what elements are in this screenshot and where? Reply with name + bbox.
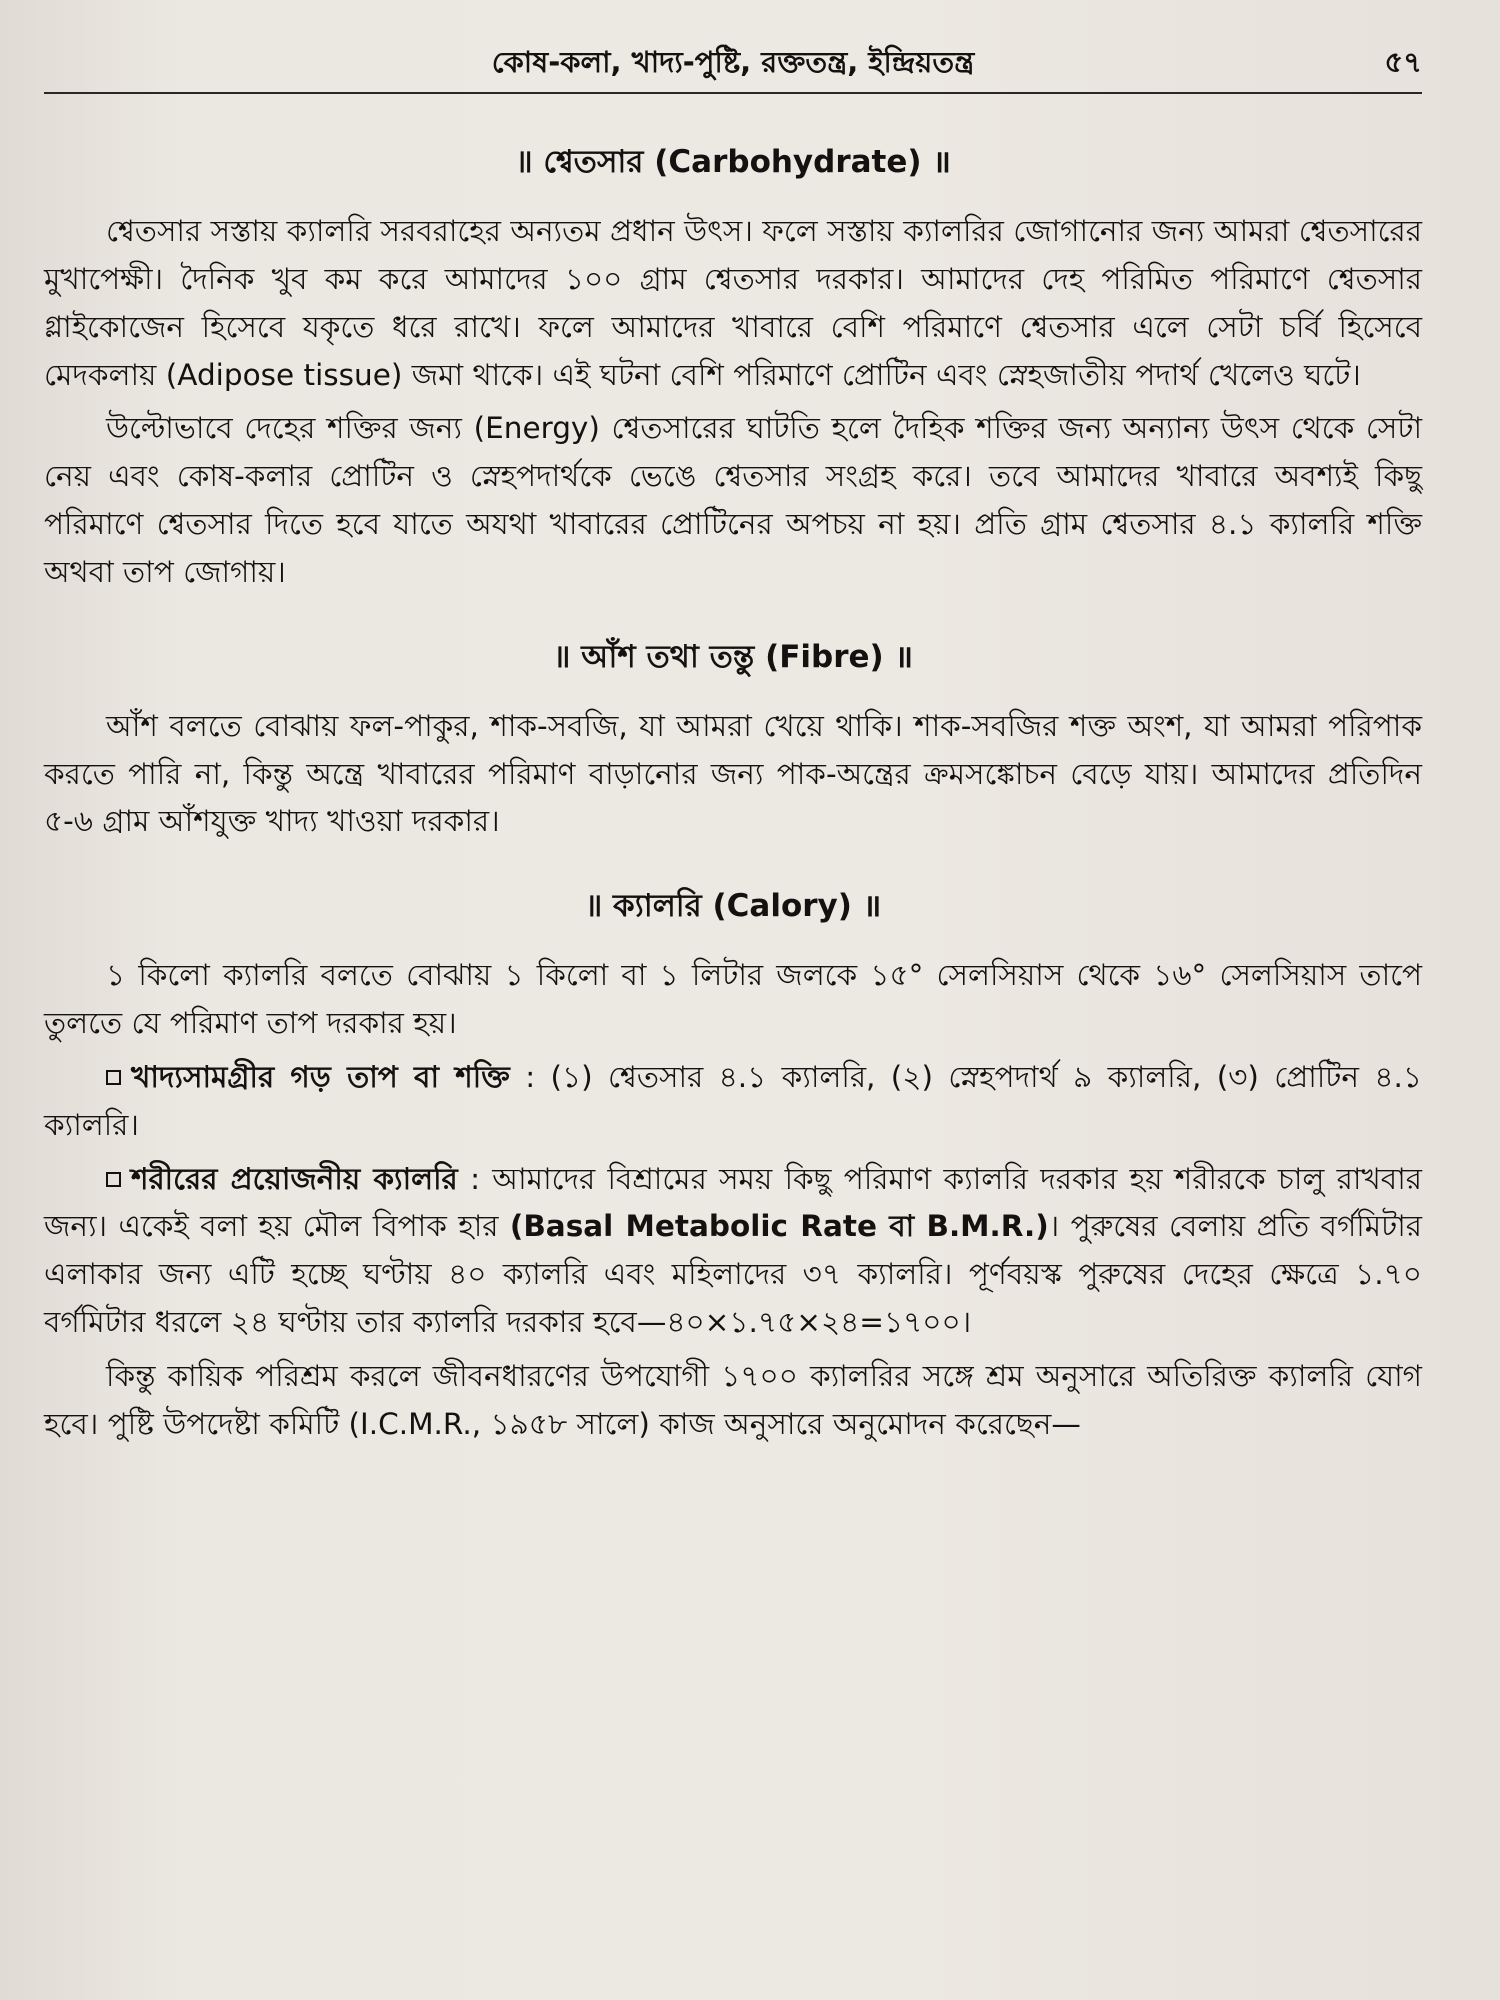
running-title: কোষ-কলা, খাদ্য-পুষ্টি, রক্ততন্ত্র, ইন্দ্রিয়তন্ত্র <box>491 45 975 79</box>
required-calory-label: শরীরের প্রয়োজনীয় ক্যালরি <box>131 1161 458 1196</box>
section-carbohydrate <box>44 142 1422 597</box>
section-calory <box>44 886 1422 1448</box>
required-calory-text: : আমাদের বিশ্রামের সময় কিছু পরিমাণ ক্যালরি দরকার হয় শরীরকে চালু রাখবার জন্য। একেই বলা হয় মৌল বিপাক হার <box>44 1161 1422 1244</box>
paragraph-fibre-1: আঁশ বলতে বোঝায় ফল-পাকুর, শাক-সবজি, যা আমরা খেয়ে থাকি। শাক-সবজির শক্ত অংশ, যা আমরা পরিপাক করতে পারি না, কিন্তু অন্ত্রে খাবারের পরিমাণ বাড়ানোর জন্য পাক-অন্ত্রের ক্রমসঙ্কোচন বেড়ে যায়। আমাদের প্রতিদিন ৫-৬ গ্রাম আঁশযুক্ত খাদ্য খাওয়া দরকার। <box>44 708 1422 839</box>
running-header <box>44 28 1422 94</box>
paragraph-average-energy <box>44 1054 1422 1150</box>
heading-calory: ॥ ক্যালরি (Calory) ॥ <box>584 888 882 925</box>
section-fibre <box>44 637 1422 847</box>
heading-carbohydrate: ॥ শ্বেতসার (Carbohydrate) ॥ <box>515 144 951 180</box>
heading-fibre: ॥ আঁশ তথা তন্তু (Fibre) ॥ <box>552 638 914 675</box>
page-number: ৫৭ <box>1384 45 1422 79</box>
paragraph-carbohydrate-1: শ্বেতসার সস্তায় ক্যালরি সরবরাহের অন্যতম প্রধান উৎস। ফলে সস্তায় ক্যালরির জোগানোর জন্য আমরা শ্বেতসারের মুখাপেক্ষী। দৈনিক খুব কম করে আমাদের ১০০ গ্রাম শ্বেতসার দরকার। আমাদের দেহ পরিমিত পরিমাণে শ্বেতসার গ্লাইকোজেন হিসেবে যকৃতে ধরে রাখে। ফলে আমাদের খাবারে বেশি পরিমাণে শ্বেতসার এলে সেটা চর্বি হিসেবে মেদকলায় (Adipose tissue) জমা থাকে। এই ঘটনা বেশি পরিমাণে প্রোটিন এবং স্নেহজাতীয় পদার্থ খেলেও ঘটে। <box>44 214 1422 392</box>
square-bullet-icon <box>106 1172 121 1187</box>
bmr-term: (Basal Metabolic Rate বা B.M.R.) <box>509 1209 1049 1244</box>
paragraph-calory-last: কিন্তু কায়িক পরিশ্রম করলে জীবনধারণের উপযোগী ১৭০০ ক্যালরির সঙ্গে শ্রম অনুসারে অতিরিক্ত ক্যালরি যোগ হবে। পুষ্টি উপদেষ্টা কমিটি (I.C.M.R., ১৯৫৮ সালে) কাজ অনুসারে অনুমোদন করেছেন— <box>44 1358 1422 1441</box>
paragraph-carbohydrate-2: উল্টোভাবে দেহের শক্তির জন্য (Energy) শ্বেতসারের ঘাটতি হলে দৈহিক শক্তির জন্য অন্যান্য উৎস থেকে সেটা নেয় এবং কোষ-কলার প্রোটিন ও স্নেহপদার্থকে ভেঙে শ্বেতসার সংগ্রহ করে। তবে আমাদের খাবারে অবশ্যই কিছু পরিমাণে শ্বেতসার দিতে হবে যাতে অযথা খাবারের প্রোটিনের অপচয় না হয়। প্রতি গ্রাম শ্বেতসার ৪.১ ক্যালরি শক্তি অথবা তাপ জোগায়। <box>44 411 1422 589</box>
square-bullet-icon <box>106 1070 121 1085</box>
average-energy-text: : (১) শ্বেতসার ৪.১ ক্যালরি, (২) স্নেহপদার্থ ৯ ক্যালরি, (৩) প্রোটিন ৪.১ ক্যালরি। <box>44 1060 1422 1142</box>
required-calory-text-2: । পুরুষের বেলায় প্রতি বর্গমিটার এলাকার জন্য এটি হচ্ছে ঘণ্টায় ৪০ ক্যালরি এবং মহিলাদের ৩৭ ক্যালরি। পূর্ণবয়স্ক পুরুষের দেহের ক্ষেত্রে ১.৭০ বর্গমিটার ধরলে ২৪ ঘণ্টায় তার ক্যালরি দরকার হবে—৪০×১.৭৫×২৪=১৭০০। <box>44 1209 1422 1339</box>
paragraph-calory-definition: ১ কিলো ক্যালরি বলতে বোঝায় ১ কিলো বা ১ লিটার জলকে ১৫° সেলসিয়াস থেকে ১৬° সেলসিয়াস তাপে তুলতে যে পরিমাণ তাপ দরকার হয়। <box>44 958 1422 1041</box>
paragraph-required-calory <box>44 1156 1422 1347</box>
average-energy-label: খাদ্যসামগ্রীর গড় তাপ বা শক্তি <box>131 1060 510 1095</box>
